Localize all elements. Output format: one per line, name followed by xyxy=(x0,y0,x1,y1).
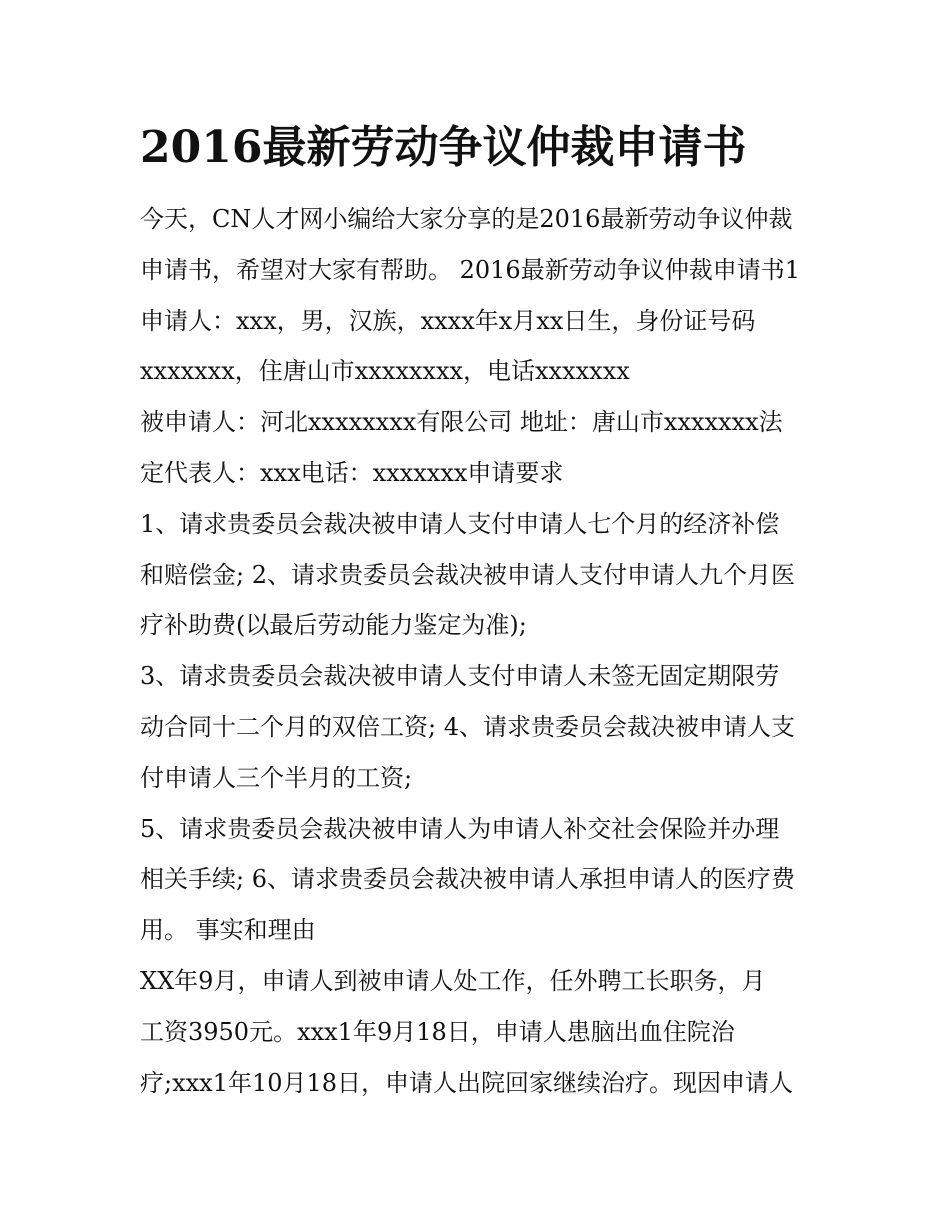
body-line: 相关手续; 6、请求贵委员会裁决被申请人承担申请人的医疗费 xyxy=(140,865,795,894)
body-line: 用。 事实和理由 xyxy=(140,916,316,945)
body-line: 定代表人：xxx电话：xxxxxxx申请要求 xyxy=(140,458,564,487)
body-line: 申请人：xxx，男，汉族，xxxx年x月xx日生，身份证号码 xyxy=(140,306,756,335)
body-line: xxxxxxx，住唐山市xxxxxxxx，电话xxxxxxx xyxy=(140,357,630,386)
body-line: 疗补助费(以最后劳动能力鉴定为准); xyxy=(140,611,527,640)
body-line: 3、请求贵委员会裁决被申请人支付申请人未签无固定期限劳 xyxy=(140,662,780,691)
document-body xyxy=(140,194,815,1108)
body-line: 和赔偿金; 2、请求贵委员会裁决被申请人支付申请人九个月医 xyxy=(140,560,795,589)
document-title: 2016最新劳动争议仲裁申请书 xyxy=(140,122,747,173)
body-line: 申请书，希望对大家有帮助。 2016最新劳动争议仲裁申请书1 xyxy=(140,255,800,284)
body-line: 疗;xxx1年10月18日，申请人出院回家继续治疗。现因申请人 xyxy=(140,1068,794,1097)
body-line: 付申请人三个半月的工资; xyxy=(140,763,413,792)
body-line: 动合同十二个月的双倍工资; 4、请求贵委员会裁决被申请人支 xyxy=(140,712,795,741)
body-line: XX年9月，申请人到被申请人处工作，任外聘工长职务，月 xyxy=(140,966,766,995)
body-line: 被申请人：河北xxxxxxxx有限公司 地址：唐山市xxxxxxx法 xyxy=(140,408,783,437)
body-line: 5、请求贵委员会裁决被申请人为申请人补交社会保险并办理 xyxy=(140,814,780,843)
body-line: 1、请求贵委员会裁决被申请人支付申请人七个月的经济补偿 xyxy=(140,509,780,538)
body-line: 今天，CN人才网小编给大家分享的是2016最新劳动争议仲裁 xyxy=(140,205,793,233)
body-line: 工资3950元。xxx1年9月18日，申请人患脑出血住院治 xyxy=(140,1017,735,1046)
